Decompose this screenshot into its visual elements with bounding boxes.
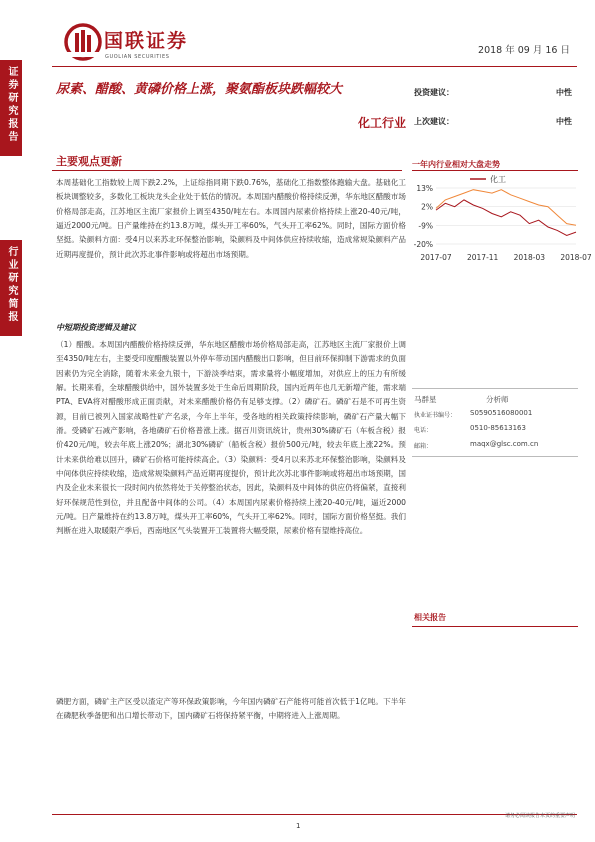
analyst-divider bbox=[412, 388, 578, 389]
footer-divider bbox=[52, 814, 577, 815]
rating-label: 投资建议： bbox=[414, 87, 454, 97]
header-divider bbox=[52, 66, 577, 67]
brand-logo bbox=[64, 22, 224, 68]
y-tick-label: 13% bbox=[416, 184, 433, 193]
side-tab-research-report bbox=[0, 60, 22, 156]
x-tick-label: 2017-07 bbox=[420, 253, 452, 262]
logo-mark-icon bbox=[64, 22, 102, 62]
related-divider bbox=[412, 626, 578, 627]
section-title: 主要观点更新 bbox=[56, 155, 122, 168]
body-paragraph: 磷肥方面，磷矿主产区受以渣定产等环保政策影响，今年国内磷矿石产能将可能首次低于1亿吨。下半年在磷肥秋季备肥和出口增长带动下，国内磷矿石将保持紧平衡，中期将进入上涨周期。 bbox=[56, 697, 406, 721]
relative-performance-chart bbox=[410, 172, 592, 268]
analyst-phone-label: 电话： bbox=[414, 427, 433, 434]
page-number: 1 bbox=[296, 822, 301, 830]
analyst-role: 分析师 bbox=[486, 395, 509, 404]
analyst-license-value: S0590516080001 bbox=[470, 409, 533, 417]
side-tab-industry-brief bbox=[0, 240, 22, 336]
x-tick-label: 2017-11 bbox=[466, 253, 499, 262]
rating-label: 上次建议： bbox=[414, 116, 454, 126]
brand-name: 国联证券 bbox=[104, 30, 189, 52]
chart-title: 一年内行业相对大盘走势 bbox=[412, 159, 500, 169]
subsection-heading: 中短期投资逻辑及建议 bbox=[56, 322, 136, 332]
legend-label: 化工 bbox=[490, 175, 506, 184]
report-date: 2018 年 09 月 16 日 bbox=[478, 45, 570, 56]
body-paragraph: （1）醋酸。本周国内醋酸价格持续反弹，华东地区醋酸市场价格局部走高，江苏地区主流厂家报价上调至4350/吨左右，主要受印度醋酸装置以外停车带动国内醋酸出口影响，但目前环保抑制下游需求的负面因素仍为完全消除，随着未来金九银十，下游淡季结束，需求量将小幅度增加，对供应上的压力有所缓解。长期来看，全球醋酸供给中，国外装置多处于生命后周期阶段，国内近两年也几无新增产能，需求端PTA、EVA将对醋酸形成正面贡献，对未来醋酸价格仍有足够支撑。（2）磷矿石。磷矿石是不可再生资源，目前已被列入国家战略性矿产名录，今年上半年，受各地的相关政策持续影响，磷矿石产量大幅下滑。受磷矿石减产影响，各地磷矿石价格普涨上涨。据百川资讯统计，贵州30%磷矿石（车板含税）报价420元/吨，较去年底上涨20%；湖北30%磷矿（船板含税）报价500元/吨，较去年底上涨22%。预计未来供给难以回升，磷矿石价格可能持续高企。（3）染颜料：受4月以来苏北环保整治影响，染颜料及中间体供应持续收缩，造成常规染颜料产品近期再度提价，预计此次苏北事件影响或将超出市场预期，国内及企业未来很长一段时间内依然将处于关停整治状态，因此，染颜料及中间体的供应仍将偏紧，直接利好环保规范性到位，并且配备中间体的公司。（4）本周国内尿素价格持续上涨20-40元/吨，逼近2000元/吨。日产量维持在约13.8万吨，煤头开工率60%，气头开工率62%。同时，国际方面价格坚挺。我们判断在进入取暖限产季后，西南地区气头装置开工装置将大幅受限，尿素价格有望维持高位。 bbox=[56, 340, 406, 536]
side-tab-label: 证券研究报告 bbox=[6, 66, 17, 144]
rating-value: 中性 bbox=[556, 116, 572, 126]
y-tick-label: 2% bbox=[421, 202, 433, 212]
x-tick-label: 2018-07 bbox=[560, 253, 592, 262]
y-tick-label: -9% bbox=[418, 221, 433, 231]
analyst-email-label: 邮箱： bbox=[414, 443, 433, 450]
related-reports-heading: 相关报告 bbox=[414, 612, 446, 622]
report-title: 尿素、醋酸、黄磷价格上涨，聚氨酯板块跌幅较大 bbox=[56, 82, 343, 97]
analyst-divider bbox=[412, 456, 578, 457]
section-divider bbox=[52, 170, 402, 171]
summary-paragraph: 本周基础化工指数较上周下跌2.2%，上证综指同期下跌0.76%，基础化工指数整体跑输大盘。基础化工板块调整较多，多数化工板块龙头企业处于低估的情况。本周国内醋酸价格持续反弹，华东地区醋酸市场价格局部走高，江苏地区主流厂家报价上调至4350/吨左右。本周国内尿素价格持续上涨20-40元/吨，逼近2000元/吨。日产量维持在约13.8万吨，煤头开工率60%，气头开工率62%。同时，国际方面价格坚挺。染颜料方面：受4月以来苏北环保整治影响，染颜料及中间体供应持续收缩，造成常规染颜料产品近期再度提价，预计此次苏北事件影响或将超出市场预期。 bbox=[56, 178, 406, 259]
analyst-license-label: 执业证书编号： bbox=[414, 412, 457, 419]
analyst-name: 马群星 bbox=[414, 395, 437, 404]
series-line bbox=[436, 190, 576, 226]
brand-name-en: GUOLIAN SECURITIES bbox=[105, 54, 170, 60]
x-tick-label: 2018-03 bbox=[513, 253, 546, 262]
analyst-email-link[interactable]: maqx@glsc.com.cn bbox=[470, 440, 539, 448]
y-tick-label: -20% bbox=[413, 240, 433, 249]
analyst-phone-value: 0510-85613163 bbox=[470, 424, 526, 432]
industry-label: 化工行业 bbox=[357, 116, 406, 130]
rating-value: 中性 bbox=[556, 87, 572, 97]
series-line bbox=[436, 200, 576, 236]
chart-divider bbox=[412, 170, 578, 171]
footer-disclaimer: 请务必阅读报告末页的重要声明 bbox=[504, 813, 575, 819]
side-tab-label: 行业研究简报 bbox=[6, 246, 17, 324]
